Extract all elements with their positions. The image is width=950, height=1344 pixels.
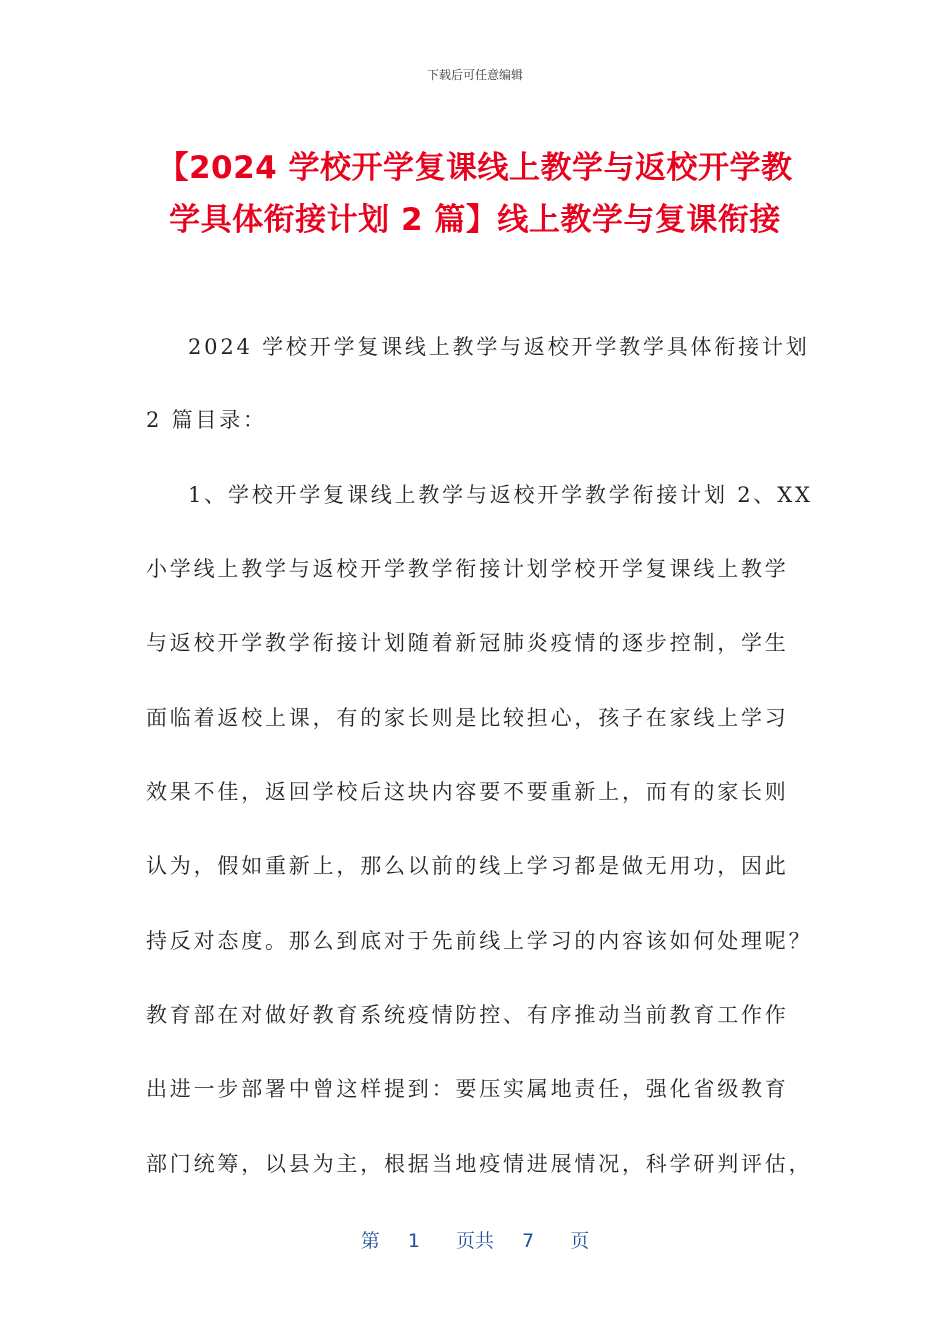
page-footer bbox=[0, 1226, 950, 1253]
page-header-note: 下载后可任意编辑 bbox=[426, 68, 523, 82]
body-line-1: 2024 学校开学复课线上教学与返校开学教学具体衔接计划 bbox=[188, 335, 810, 359]
body-line-6: 面临着返校上课，有的家长则是比较担心，孩子在家线上学习 bbox=[146, 706, 789, 730]
body-line-7: 效果不佳，返回学校后这块内容要不要重新上，而有的家长则 bbox=[146, 780, 789, 804]
footer-page-prefix: 第 bbox=[360, 1230, 380, 1252]
body-line-12: 部门统筹，以县为主，根据当地疫情进展情况，科学研判评估， bbox=[146, 1152, 813, 1176]
document-title bbox=[120, 142, 830, 246]
footer-page-mid: 页共 bbox=[455, 1230, 494, 1252]
document-title-line-2: 学具体衔接计划 2 篇】线上教学与复课衔接 bbox=[169, 202, 781, 238]
body-line-3: 1、学校开学复课线上教学与返校开学教学衔接计划 2、XX bbox=[188, 483, 813, 507]
body-line-2: 2 篇目录： bbox=[146, 408, 267, 432]
body-line-4: 小学线上教学与返校开学教学衔接计划学校开学复课线上教学 bbox=[146, 557, 789, 581]
footer-page-suffix: 页 bbox=[570, 1230, 590, 1252]
body-line-8: 认为，假如重新上，那么以前的线上学习都是做无用功，因此 bbox=[146, 854, 789, 878]
body-line-11: 出进一步部署中曾这样提到：要压实属地责任，强化省级教育 bbox=[146, 1077, 789, 1101]
footer-total-pages: 7 bbox=[522, 1230, 535, 1252]
body-line-5: 与返校开学教学衔接计划随着新冠肺炎疫情的逐步控制，学生 bbox=[146, 631, 789, 655]
footer-current-page: 1 bbox=[407, 1230, 420, 1252]
document-title-line-1: 【2024 学校开学复课线上教学与返校开学教 bbox=[157, 150, 793, 186]
body-line-10: 教育部在对做好教育系统疫情防控、有序推动当前教育工作作 bbox=[146, 1003, 789, 1027]
body-line-9: 持反对态度。那么到底对于先前线上学习的内容该如何处理呢？ bbox=[146, 929, 813, 953]
